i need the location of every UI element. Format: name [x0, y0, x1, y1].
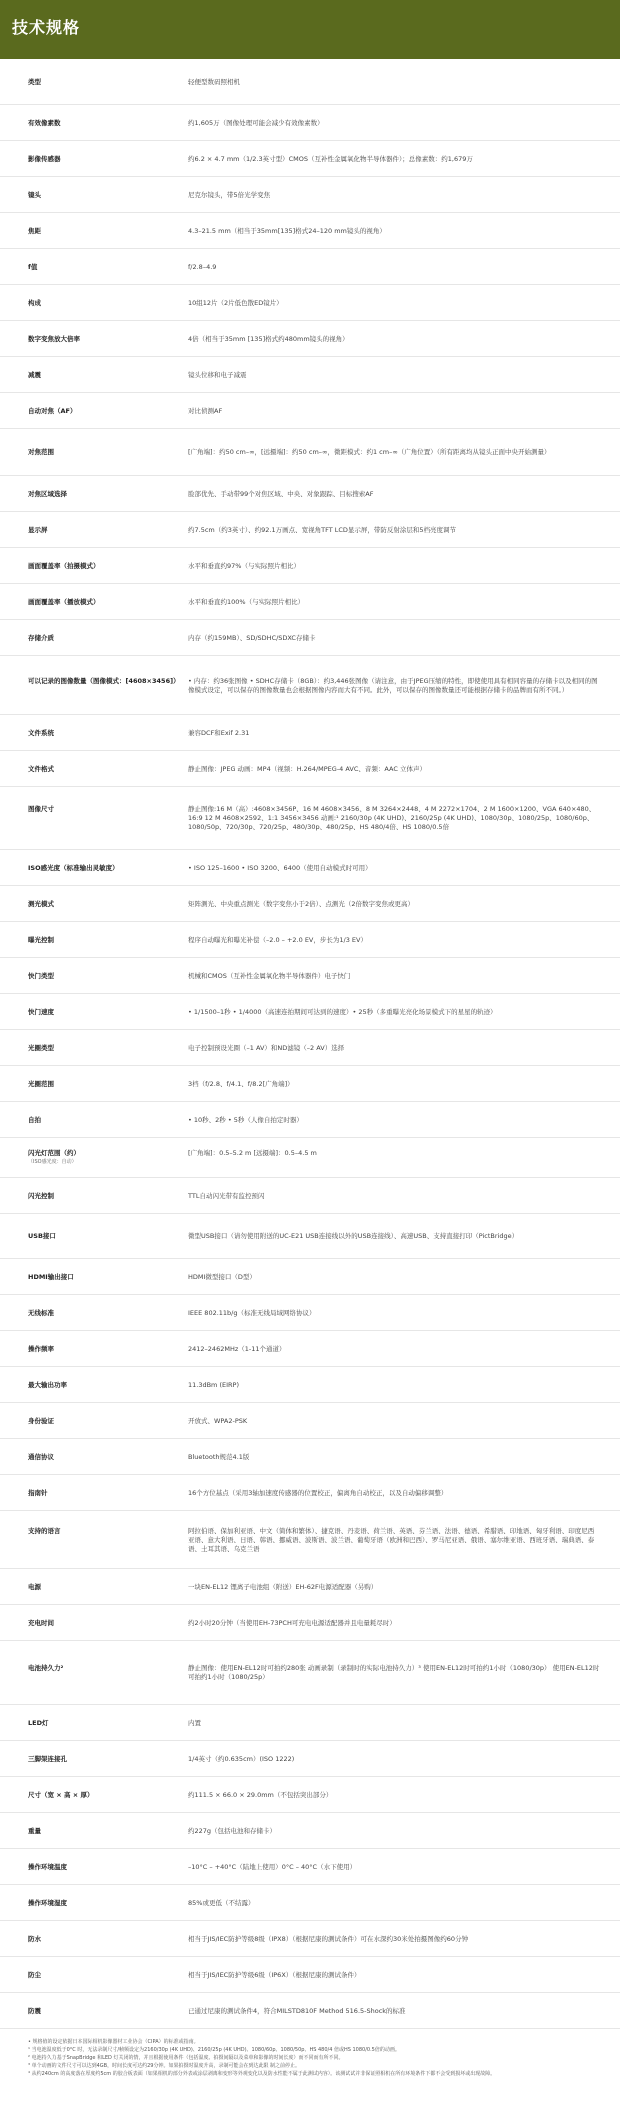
spec-value: 尼克尔镜头，带5倍光学变焦	[188, 191, 271, 199]
spec-row	[0, 886, 620, 922]
spec-row	[0, 1102, 620, 1138]
spec-value: 静止图像:16 M（高）:4608×3456P、16 M 4608×3456、8 M 3264×2448、4 M 2272×1704、2 M 1600×1200、VGA 640×480、16:9 12 M 4608×2592、1:1 3456×3456 动画:¹ 2160/30p (4K UHD)、2160/25p (4K UHD)、1080/30p、1080/25p、1080/60p、1080/50p、720/30p、720/25p、480/30p、480/25p、HS 480/4倍、HS 1080/0.5倍	[188, 805, 596, 831]
spec-value: 电子控制预设光圈（–1 AV）和ND滤镜（–2 AV）选择	[188, 1044, 345, 1052]
spec-row	[0, 141, 620, 177]
spec-row	[0, 751, 620, 787]
spec-value: 对比侦测AF	[188, 407, 223, 415]
spec-value: 矩阵测光、中央重点测光（数字变焦小于2倍）、点测光（2倍数字变焦或更高）	[188, 900, 415, 908]
footnote: ¹ 当电池温度低于0°C 时，无法录制尺寸/帧频设定为2160/30p (4K UHD)、2160/25p (4K UHD)、1080/60p、1080/50p、HS 480/4 倍或HS 1080/0.5倍的动画。	[28, 2047, 400, 2053]
footnote: ² 电池持久力基于SnapBridge 和LED 灯关闭的情，并且根据使用条件（包括温度、拍摄间隔以及菜单和影像的时间长度）而不同而有所不同。	[28, 2055, 344, 2061]
spec-label: 自动对焦（AF）	[28, 407, 77, 415]
spec-label: 闪光灯范围（约） （ISO感光度：自动）	[28, 1149, 178, 1167]
spec-row	[0, 1641, 620, 1705]
spec-value: 水平和垂直约97%（与实际照片相比）	[188, 562, 300, 570]
spec-row	[0, 656, 620, 715]
spec-label: USB接口	[28, 1232, 56, 1240]
spec-value: –10°C – +40°C（陆地上使用）0°C – 40°C（水下使用）	[188, 1863, 357, 1871]
spec-label: 有效像素数	[28, 119, 61, 127]
spec-row	[0, 922, 620, 958]
spec-header	[0, 0, 620, 59]
spec-row	[0, 1511, 620, 1569]
spec-value: TTL自动闪光带有监控预闪	[188, 1192, 265, 1200]
spec-label: 尺寸（宽 × 高 × 厚）	[28, 1791, 94, 1799]
spec-label: 自拍	[28, 1116, 41, 1124]
spec-row	[0, 1993, 620, 2029]
spec-label: 类型	[28, 78, 41, 86]
spec-row	[0, 1705, 620, 1741]
spec-label: 防水	[28, 1935, 41, 1943]
spec-value: • 内存：约36张图像 • SDHC存储卡（8GB）：约3,446张图像（请注意，由于JPEG压缩的特性，即使使用具有相同容量的存储卡以及相同的图像模式设定，可以保存的图像数量也会根据图像内容而大有不同。此外，可以保存的图像数量还可能根据存储卡的品牌而有所不同。）	[188, 677, 598, 694]
spec-value: 内存（约159MB）、SD/SDHC/SDXC存储卡	[188, 634, 316, 642]
spec-value: 镜头位移和电子减震	[188, 371, 247, 379]
spec-row	[0, 1777, 620, 1813]
spec-row	[0, 1885, 620, 1921]
spec-value: Bluetooth规范4.1版	[188, 1453, 250, 1461]
spec-value: 约227g（包括电池和存储卡）	[188, 1827, 277, 1835]
spec-value: 轻便型数码照相机	[188, 78, 240, 86]
spec-label: 重量	[28, 1827, 41, 1835]
footnote: ³ 单个动画的文件尺寸可以达到4GB，时间长度可达约29分钟。如果拍摄时温度升高，录制可能会在到达此限 制之前停止。	[28, 2063, 301, 2069]
spec-row	[0, 1921, 620, 1957]
spec-row	[0, 1475, 620, 1511]
spec-value: 机械和CMOS（互补性金属氧化物半导体器件）电子快门	[188, 972, 351, 980]
spec-row	[0, 850, 620, 886]
spec-row	[0, 512, 620, 548]
spec-label: 测光模式	[28, 900, 54, 908]
spec-value: 阿拉伯语、保加利亚语、中文（简体和繁体）、捷克语、丹麦语、荷兰语、英语、芬兰语、法语、德语、希腊语、印地语、匈牙利语、印度尼西亚语、意大利语、日语、韩语、挪威语、波斯语、波兰语、葡萄牙语（欧洲和巴西）、罗马尼亚语、俄语、塞尔维亚语、西班牙语、瑞典语、泰语、土耳其语、乌克兰语	[188, 1527, 595, 1553]
spec-label: 操作环境温度	[28, 1863, 67, 1871]
spec-label: 构成	[28, 299, 41, 307]
spec-label: 闪光控制	[28, 1192, 54, 1200]
spec-label: 显示屏	[28, 526, 48, 534]
spec-label: 充电时间	[28, 1619, 54, 1627]
spec-value: 约6.2 × 4.7 mm（1/2.3英寸型）CMOS（互补性金属氧化物半导体器件）；总像素数：约1,679万	[188, 155, 473, 163]
spec-row	[0, 393, 620, 429]
spec-row	[0, 958, 620, 994]
spec-row	[0, 321, 620, 357]
spec-value: 4.3–21.5 mm（相当于35mm[135]格式24–120 mm镜头的视角）	[188, 227, 386, 235]
spec-row	[0, 584, 620, 620]
spec-row	[0, 1178, 620, 1214]
page-title: 技术规格	[12, 18, 81, 37]
spec-label: ISO感光度（标准输出灵敏度）	[28, 864, 119, 872]
footnote: ⁴ 从约240cm 的高度落在厚度约5cm 的胶合板表面（如果相机的部分外表或涂层剥离和变形等外观变化以及防水性能不属于此测试内容）。该测试试并非保证照相机在所有环境条件下都不会受到损坏或出现故障。	[28, 2071, 496, 2077]
spec-value: 约111.5 × 66.0 × 29.0mm（不包括突出部分）	[188, 1791, 333, 1799]
spec-value: • 1/1500–1秒 • 1/4000（高速连拍期间可达到的速度）• 25秒（多重曝光亮化场景模式下的星星的轨迹）	[188, 1008, 497, 1016]
spec-label: 支持的语言	[28, 1527, 61, 1535]
spec-row	[0, 620, 620, 656]
spec-label: 光圈类型	[28, 1044, 54, 1052]
spec-value: 静止图像：使用EN-EL12时可拍约280张 动画录制（录制时的实际电池持久力）³ 使用EN-EL12时可拍约1小时（1080/30p） 使用EN-EL12时可拍约1小时（1080/25p）	[188, 1664, 600, 1681]
spec-row	[0, 285, 620, 321]
spec-row	[0, 1259, 620, 1295]
spec-row	[0, 1367, 620, 1403]
spec-value: 85%或更低（不结露）	[188, 1899, 255, 1907]
spec-row	[0, 1813, 620, 1849]
spec-value: f/2.8–4.9	[188, 263, 217, 271]
spec-row	[0, 1849, 620, 1885]
spec-label: 存储介质	[28, 634, 54, 642]
spec-value: 开放式、WPA2-PSK	[188, 1417, 248, 1425]
footnote: • 规格值的设定依据日本国际相机影像器材工业协会（CIPA）的标准或指南。	[28, 2039, 199, 2045]
spec-value: 2412–2462MHz（1-11个通道）	[188, 1345, 286, 1353]
spec-value: 微型USB接口（请勿使用附送的UC-E21 USB连接线以外的USB连接线）、高速USB、支持直接打印（PictBridge）	[188, 1232, 519, 1240]
spec-label: 对焦区域选择	[28, 490, 67, 498]
spec-value: [广角端]：0.5–5.2 m [远摄端]：0.5–4.5 m	[188, 1149, 317, 1157]
spec-label: 文件系统	[28, 729, 54, 737]
spec-value: [广角端]：约50 cm–∞，[远摄端]：约50 cm–∞，微距模式：约1 cm–∞（广角位置）（所有距离均从镜头正面中央开始测量）	[188, 448, 551, 456]
spec-row	[0, 715, 620, 751]
spec-value: 16个方位基点（采用3轴加速度传感器的位置校正，偏离角自动校正，以及自动偏移调整）	[188, 1489, 448, 1497]
spec-label: 防尘	[28, 1971, 41, 1979]
spec-row	[0, 1066, 620, 1102]
spec-label: 焦距	[28, 227, 41, 235]
spec-row	[0, 1439, 620, 1475]
spec-label: 无线标准	[28, 1309, 54, 1317]
spec-label: HDMI输出接口	[28, 1273, 74, 1281]
spec-row	[0, 476, 620, 512]
spec-value: 水平和垂直约100%（与实际照片相比）	[188, 598, 305, 606]
spec-row	[0, 429, 620, 476]
spec-row	[0, 1605, 620, 1641]
spec-row	[0, 1214, 620, 1259]
spec-value: HDMI微型接口（D型）	[188, 1273, 256, 1281]
spec-label: 数字变焦放大倍率	[28, 335, 80, 343]
spec-label: 文件格式	[28, 765, 54, 773]
spec-row	[0, 1030, 620, 1066]
spec-label: 最大输出功率	[28, 1381, 67, 1389]
spec-row	[0, 177, 620, 213]
spec-row	[0, 1403, 620, 1439]
spec-value: 相当于JIS/IEC防护等级8级（IPX8）（根据尼康的测试条件）可在水深约30米处拍摄图像约60分钟	[188, 1935, 469, 1943]
spec-value: 4倍（相当于35mm [135]格式约480mm镜头的视角）	[188, 335, 349, 343]
spec-label: 对焦范围	[28, 448, 54, 456]
spec-value: 已通过尼康的测试条件4，符合MILSTD810F Method 516.5-Shock的标准	[188, 2007, 406, 2015]
spec-row	[0, 213, 620, 249]
spec-value: 兼容DCF和Exif 2.31	[188, 729, 250, 737]
spec-label: 三脚架连接孔	[28, 1755, 67, 1763]
spec-label: 图像尺寸	[28, 805, 54, 813]
spec-value: 约1,605万（图像处理可能会减少有效像素数）	[188, 119, 324, 127]
spec-row	[0, 548, 620, 584]
spec-row	[0, 994, 620, 1030]
spec-value: 脸部优先、手动带99个对焦区域、中央、对象跟踪、目标搜索AF	[188, 490, 374, 498]
spec-value: 程序自动曝光和曝光补偿（–2.0 – +2.0 EV，步长为1/3 EV）	[188, 936, 367, 944]
spec-label: 画面覆盖率（拍摄模式）	[28, 562, 100, 570]
spec-value: • 10秒、2秒 • 5秒（人像自拍定时器）	[188, 1116, 303, 1124]
spec-value: 静止图像：JPEG 动画：MP4（视频：H.264/MPEG-4 AVC、音频：AAC 立体声）	[188, 765, 426, 773]
spec-value: 约7.5cm（约3英寸）、约92.1万画点、宽视角TFT LCD显示屏，带防反射涂层和5档亮度调节	[188, 526, 457, 534]
spec-value: 11.3dBm (EIRP)	[188, 1381, 239, 1389]
spec-label: 影像传感器	[28, 155, 61, 163]
spec-value: 1/4英寸（约0.635cm）(ISO 1222)	[188, 1755, 295, 1763]
spec-row	[0, 1138, 620, 1178]
spec-label: 光圈范围	[28, 1080, 54, 1088]
spec-value: 10组12片（2片低色散ED镜片）	[188, 299, 283, 307]
spec-label: 指南针	[28, 1489, 48, 1497]
spec-label: 画面覆盖率（播放模式）	[28, 598, 100, 606]
spec-value: 相当于JIS/IEC防护等级6级（IP6X）（根据尼康的测试条件）	[188, 1971, 361, 1979]
spec-label: 防震	[28, 2007, 41, 2015]
spec-value: 内置	[188, 1719, 201, 1727]
spec-row	[0, 59, 620, 105]
spec-value: 3档（f/2.8、f/4.1、f/8.2[广角端]）	[188, 1080, 294, 1088]
spec-label: 操作环境湿度	[28, 1899, 67, 1907]
spec-row	[0, 1957, 620, 1993]
spec-label: 电源	[28, 1583, 41, 1591]
spec-row	[0, 249, 620, 285]
spec-row	[0, 105, 620, 141]
spec-row	[0, 357, 620, 393]
spec-value: 约2小时20分钟（当使用EH-73PCH可充电电源适配器并且电量耗尽时）	[188, 1619, 396, 1627]
spec-sublabel: （ISO感光度：自动）	[28, 1159, 77, 1165]
spec-label: 可以记录的图像数量（图像模式：[4608×3456]）	[28, 677, 180, 685]
spec-row	[0, 787, 620, 850]
spec-row	[0, 1569, 620, 1605]
spec-row	[0, 1331, 620, 1367]
spec-label: 镜头	[28, 191, 41, 199]
spec-label: 曝光控制	[28, 936, 54, 944]
spec-label: 快门速度	[28, 1008, 54, 1016]
spec-row	[0, 1295, 620, 1331]
spec-label: f值	[28, 263, 38, 271]
spec-value: IEEE 802.11b/g（标准无线局域网络协议）	[188, 1309, 316, 1317]
spec-label: 减震	[28, 371, 41, 379]
spec-label: 通信协议	[28, 1453, 54, 1461]
spec-label: 电池持久力²	[28, 1664, 64, 1672]
spec-value: 一块EN-EL12 锂离子电池组（附送）EH-62F电源适配器（另购）	[188, 1583, 378, 1591]
footnotes	[28, 2039, 598, 2079]
spec-row	[0, 1741, 620, 1777]
spec-label: 身份验证	[28, 1417, 54, 1425]
spec-label: LED灯	[28, 1719, 49, 1727]
spec-value: • ISO 125–1600 • ISO 3200、6400（使用自动模式时可用）	[188, 864, 372, 872]
spec-label: 操作频率	[28, 1345, 54, 1353]
spec-label: 快门类型	[28, 972, 54, 980]
